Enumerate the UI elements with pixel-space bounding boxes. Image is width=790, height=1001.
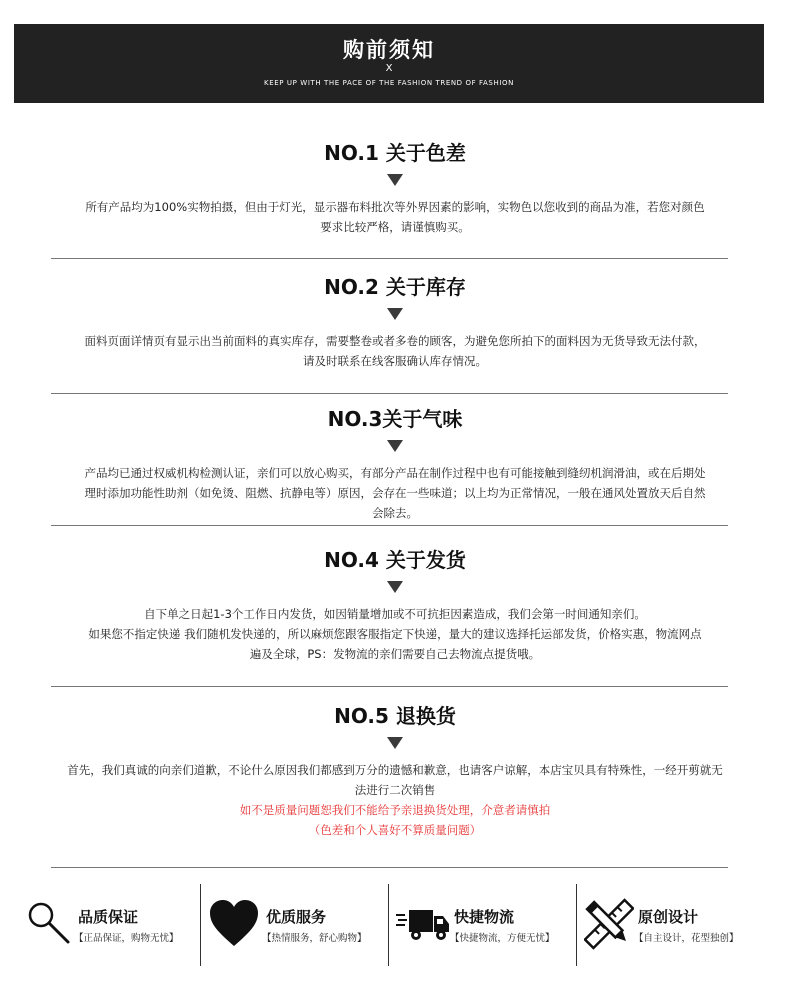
section-divider [51, 393, 728, 394]
text-line: 面料页面详情页有显示出当前面料的真实库存，需要整卷或者多卷的顾客，为避免您所拍下的面料因为无货导致无法付款， [84, 334, 706, 348]
section-inventory [0, 275, 790, 371]
section-title: NO.5 退换货 [334, 704, 456, 728]
banner-title: 购前须知 [343, 37, 435, 62]
header-banner [14, 24, 764, 103]
feature-title: 优质服务 [266, 908, 327, 926]
banner-subtitle: KEEP UP WITH THE PACE OF THE FASHION TREND OF FASHION [264, 79, 514, 87]
text-line: 首先，我们真诚的向亲们道歉，不论什么原因我们都感到万分的遗憾和歉意，也请客户谅解，本店宝贝具有特殊性，一经开剪就无 [67, 763, 723, 777]
section-text [0, 197, 790, 237]
down-arrow-icon [387, 581, 403, 593]
section-text [0, 463, 790, 523]
section-title: NO.1 关于色差 [324, 141, 466, 165]
down-arrow-icon [387, 308, 403, 320]
text-line: 要求比较严格，请谨慎购买。 [320, 220, 470, 234]
section-text [0, 604, 790, 664]
section-odor [0, 407, 790, 523]
section-color-difference [0, 141, 790, 237]
down-arrow-icon [387, 737, 403, 749]
section-divider [51, 867, 728, 868]
banner-x-mark: X [385, 63, 393, 74]
warning-line: （色差和个人喜好不算质量问题） [308, 823, 482, 837]
text-line: 如果您不指定快递 我们随机发快递的，所以麻烦您跟客服指定下快递，量大的建议选择托运部发货，价格实惠，物流网点 [88, 627, 702, 641]
down-arrow-icon [387, 174, 403, 186]
feature-service [200, 882, 388, 968]
section-title: NO.4 关于发货 [324, 548, 466, 572]
feature-subtitle: 【快捷物流，方便无忧】 [450, 933, 555, 944]
magnifier-icon [26, 900, 72, 946]
text-line: 所有产品均为100%实物拍摄，但由于灯光，显示器布料批次等外界因素的影响，实物色以您收到的商品为准，若您对颜色 [85, 200, 705, 214]
section-text [0, 331, 790, 371]
feature-subtitle: 【热情服务，舒心购物】 [262, 933, 367, 944]
feature-logistics [388, 882, 576, 968]
section-returns [0, 704, 790, 840]
section-text [0, 760, 790, 840]
warning-line: 如不是质量问题恕我们不能给予亲退换货处理，介意者请慎拍 [239, 803, 551, 817]
text-line: 自下单之日起1-3个工作日内发货，如因销量增加或不可抗拒因素造成，我们会第一时间通知亲们。 [144, 607, 646, 621]
feature-design [576, 882, 790, 968]
section-shipping [0, 548, 790, 664]
heart-icon [208, 898, 260, 948]
down-arrow-icon [387, 440, 403, 452]
text-line: 会除去。 [372, 506, 418, 520]
pencil-ruler-icon [584, 898, 634, 950]
section-title: NO.2 关于库存 [324, 275, 466, 299]
feature-title: 品质保证 [78, 908, 139, 926]
text-line: 遍及全球，PS：发物流的亲们需要自己去物流点提货哦。 [249, 647, 541, 661]
feature-subtitle: 【正品保证，购物无忧】 [74, 933, 179, 944]
text-line: 请及时联系在线客服确认库存情况。 [303, 354, 487, 368]
section-divider [51, 525, 728, 526]
text-line: 理时添加功能性助剂（如免烫、阻燃、抗静电等）原因，会存在一些味道；以上均为正常情况，一般在通风处置放天后自然 [84, 486, 706, 500]
feature-quality [0, 882, 200, 968]
text-line: 产品均已通过权威机构检测认证，亲们可以放心购买，有部分产品在制作过程中也有可能接触到缝纫机润滑油，或在后期处 [84, 466, 706, 480]
section-title: NO.3关于气味 [327, 407, 463, 431]
truck-icon [396, 908, 450, 942]
section-divider [51, 258, 728, 259]
feature-title: 原创设计 [638, 908, 699, 926]
feature-subtitle: 【自主设计，花型独创】 [634, 933, 739, 944]
text-line: 法进行二次销售 [354, 783, 436, 797]
section-divider [51, 686, 728, 687]
feature-title: 快捷物流 [454, 908, 515, 926]
feature-bar [0, 882, 790, 968]
